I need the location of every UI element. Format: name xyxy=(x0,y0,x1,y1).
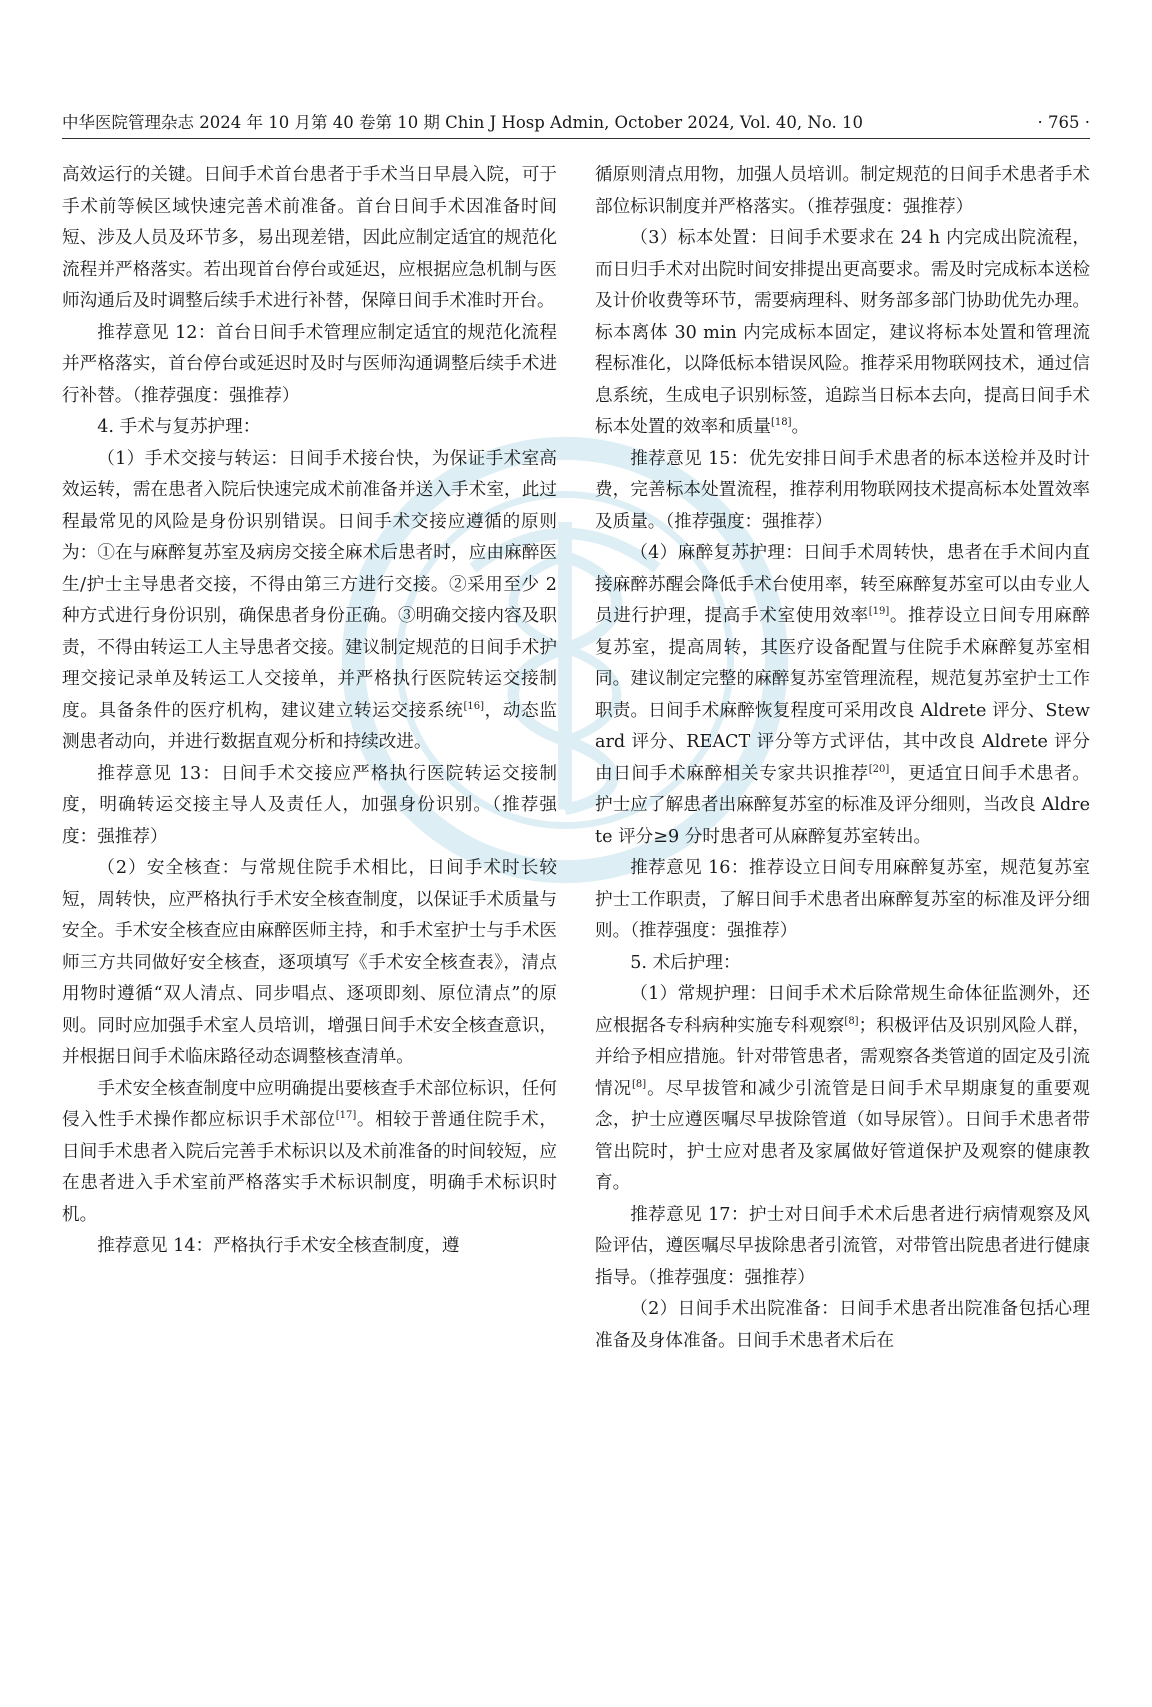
citation-ref: [16] xyxy=(463,700,484,712)
paragraph xyxy=(595,948,1090,980)
paragraph-text: ，更适宜日间手术患者。护士应了解患者出麻醉复苏室的标准及评分细则，当改良 Aldrete 评分≥9 分时患者可从麻醉复苏室转出。 xyxy=(595,763,1090,847)
paragraph-text: 。相较于普通住院手术，日间手术患者入院后完善手术标识以及术前准备的时间较短，应在患者进入手术室前严格落实手术标识制度，明确手术标识时机。 xyxy=(62,1110,557,1225)
paragraph xyxy=(62,759,557,854)
paragraph-text: 5. 术后护理： xyxy=(630,952,741,973)
paragraph xyxy=(62,444,557,759)
paragraph-text: ，动态监测患者动向，并进行数据直观分析和持续改进。 xyxy=(62,700,557,752)
paragraph-text: （1）手术交接与转运：日间手术接台快，为保证手术室高效运转，需在患者入院后快速完成术前准备并送入手术室，此过程最常见的风险是身份识别错误。日间手术交接应遵循的原则为：①在与麻醉复苏室及病房交接全麻术后患者时，应由麻醉医生/护士主导患者交接，不得由第三方进行交接。②采用至少 2 种方式进行身份识别，确保患者身份正确。③明确交接内容及职责，不得由转运工人主导患者交接。建议制定规范的日间手术护理交接记录单及转运工人交接单，并严格执行医院转运交接制度。具备条件的医疗机构，建议建立转运交接系统 xyxy=(62,448,557,721)
paragraph-text: 推荐意见 17：护士对日间手术术后患者进行病情观察及风险评估，遵医嘱尽早拔除患者引流管，对带管出院患者进行健康指导。（推荐强度：强推荐） xyxy=(595,1204,1090,1288)
paragraph xyxy=(595,223,1090,444)
citation-ref: [8] xyxy=(632,1078,647,1090)
paragraph-text: 推荐意见 16：推荐设立日间专用麻醉复苏室，规范复苏室护士工作职责，了解日间手术患者出麻醉复苏室的标准及评分细则。（推荐强度：强推荐） xyxy=(595,858,1090,941)
paragraph xyxy=(62,318,557,413)
paragraph-text: 4. 手术与复苏护理： xyxy=(97,417,261,437)
paragraph-text: 。 xyxy=(791,417,810,437)
paragraph-text: （4）麻醉复苏护理：日间手术周转快，患者在手术间内直接麻醉苏醒会降低手术台使用率，转至麻醉复苏室可以由专业人员进行护理，提高手术室使用效率 xyxy=(595,543,1090,626)
paragraph xyxy=(62,1074,557,1232)
paragraph-text: 高效运行的关键。日间手术首台患者于手术当日早晨入院，可于手术前等候区域快速完善术前准备。首台日间手术因准备时间短、涉及人员及环节多，易出现差错，因此应制定适宜的规范化流程并严格落实。若出现首台停台或延迟，应根据应急机制与医师沟通后及时调整后续手术进行补替，保障日间手术准时开台。 xyxy=(62,165,557,311)
article-body xyxy=(62,160,1090,1690)
paragraph xyxy=(62,160,557,318)
right-column xyxy=(595,160,1090,1690)
paragraph-text: 推荐意见 15：优先安排日间手术患者的标本送检并及时计费，完善标本处置流程，推荐利用物联网技术提高标本处置效率及质量。（推荐强度：强推荐） xyxy=(595,448,1090,532)
paragraph xyxy=(595,979,1090,1200)
paragraph xyxy=(595,444,1090,539)
paragraph-text: （2）安全核查：与常规住院手术相比，日间手术时长较短，周转快，应严格执行手术安全核查制度，以保证手术质量与安全。手术安全核查应由麻醉医师主持，和手术室护士与手术医师三方共同做好安全核查，逐项填写《手术安全核查表》，清点用物时遵循“双人清点、同步唱点、逐项即刻、原位清点”的原则。同时应加强手术室人员培训，增强日间手术安全核查意识，并根据日间手术临床路径动态调整核查清单。 xyxy=(62,858,557,1067)
paragraph-text: 推荐意见 12：首台日间手术管理应制定适宜的规范化流程并严格落实，首台停台或延迟时及时与医师沟通调整后续手术进行补替。（推荐强度：强推荐） xyxy=(62,322,557,406)
paragraph-text: 。尽早拔管和减少引流管是日间手术早期康复的重要观念，护士应遵医嘱尽早拔除管道（如导尿管）。日间手术患者带管出院时，护士应对患者及家属做好管道保护及观察的健康教育。 xyxy=(595,1078,1090,1193)
paragraph-text: （2）日间手术出院准备：日间手术患者出院准备包括心理准备及身体准备。日间手术患者术后在 xyxy=(595,1299,1090,1351)
paragraph-text: 推荐意见 13：日间手术交接应严格执行医院转运交接制度，明确转运交接主导人及责任人，加强身份识别。（推荐强度：强推荐） xyxy=(62,763,557,847)
citation-ref: [20] xyxy=(868,763,890,775)
paragraph-text: （1）常规护理：日间手术术后除常规生命体征监测外，还应根据各专科病种实施专科观察 xyxy=(595,984,1090,1036)
citation-ref: [17] xyxy=(335,1110,357,1122)
paragraph-text: （3）标本处置：日间手术要求在 24 h 内完成出院流程，而日归手术对出院时间安排提出更高要求。需及时完成标本送检及计价收费等环节，需要病理科、财务部多部门协助优先办理。标本离体 30 min 内完成标本固定，建议将标本处置和管理流程标准化，以降低标本错误风险。推荐采用物联网技术，通过信息系统，生成电子识别标签，追踪当日标本去向，提高日间手术标本处置的效率和质量 xyxy=(595,228,1090,437)
citation-ref: [19] xyxy=(868,606,890,618)
paragraph xyxy=(595,1200,1090,1295)
paragraph-text: 。推荐设立日间专用麻醉复苏室，提高周转，其医疗设备配置与住院手术麻醉复苏室相同。建议制定完整的麻醉复苏室管理流程，规范复苏室护士工作职责。日间手术麻醉恢复程度可采用改良 Aldrete 评分、Steward 评分、REACT 评分等方式评估，其中改良 Aldrete 评分由日间手术麻醉相关专家共识推荐 xyxy=(595,606,1090,784)
citation-ref: [18] xyxy=(770,417,792,429)
paragraph xyxy=(62,1231,557,1263)
paragraph-text: 推荐意见 14：严格执行手术安全核查制度，遵 xyxy=(97,1236,460,1256)
running-header xyxy=(62,108,1090,139)
citation-ref: [8] xyxy=(844,1015,859,1027)
paragraph-text: ；积极评估及识别风险人群，并给予相应措施。针对带管患者，需观察各类管道的固定及引流情况 xyxy=(595,1015,1090,1099)
journal-citation: 中华医院管理杂志 2024 年 10 月第 40 卷第 10 期 Chin J Hosp Admin, October 2024, Vol. 40, No. 10 xyxy=(62,113,863,132)
paragraph xyxy=(595,853,1090,948)
paragraph xyxy=(595,1294,1090,1357)
paragraph xyxy=(595,160,1090,223)
paragraph-text: 循原则清点用物，加强人员培训。制定规范的日间手术患者手术部位标识制度并严格落实。（推荐强度：强推荐） xyxy=(595,165,1090,217)
paragraph-text: 手术安全核查制度中应明确提出要核查手术部位标识，任何侵入性手术操作都应标识手术部位 xyxy=(62,1078,557,1130)
paragraph xyxy=(62,412,557,444)
paragraph xyxy=(595,538,1090,853)
page-number: · 765 · xyxy=(1037,113,1090,132)
left-column xyxy=(62,160,557,1690)
paragraph xyxy=(62,853,557,1074)
